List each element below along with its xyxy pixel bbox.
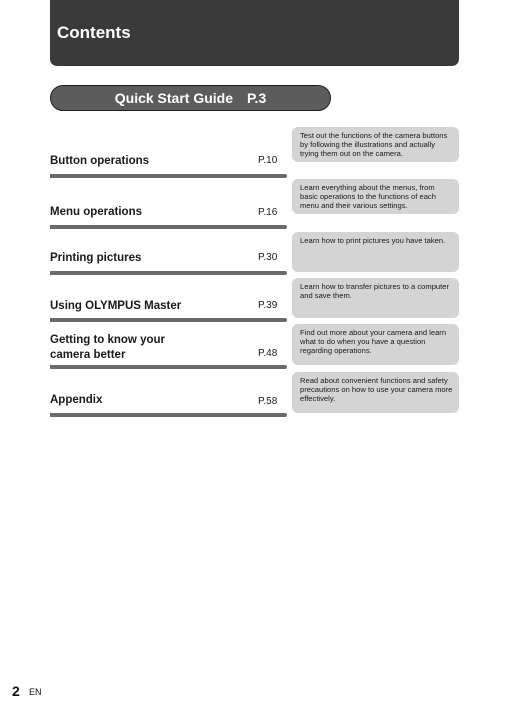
section-description: Read about convenient functions and safety precautions on how to use your camera more effectively. — [292, 372, 459, 413]
section-title-button-operations[interactable]: Button operations — [50, 155, 150, 167]
section-title-line: Getting to know your — [50, 334, 165, 346]
language-code: EN — [29, 687, 42, 697]
section-title-line: camera better — [50, 349, 126, 361]
section-divider — [50, 365, 287, 369]
section-page: P.10 — [258, 155, 278, 166]
section-title-menu-operations[interactable]: Menu operations — [50, 206, 143, 218]
section-page: P.48 — [258, 348, 278, 359]
quick-start-page: P.3 — [247, 90, 267, 106]
section-description: Learn how to print pictures you have taken. — [292, 232, 459, 272]
section-page: P.39 — [258, 300, 278, 311]
section-divider — [50, 225, 287, 229]
section-page: P.58 — [258, 396, 278, 407]
page-title: Contents — [57, 23, 131, 42]
section-divider — [50, 174, 287, 178]
section-title-getting-to-know[interactable] — [50, 333, 165, 363]
contents-header — [50, 0, 459, 66]
section-page: P.16 — [258, 207, 278, 218]
section-description: Learn everything about the menus, from basic operations to the functions of each menu and their various settings. — [292, 179, 459, 214]
section-divider — [50, 271, 287, 275]
quick-start-guide-link[interactable] — [50, 85, 331, 111]
page-number: 2 — [12, 683, 20, 699]
section-title-printing-pictures[interactable]: Printing pictures — [50, 252, 142, 264]
section-description: Learn how to transfer pictures to a computer and save them. — [292, 278, 459, 318]
section-title-using-olympus-master[interactable]: Using OLYMPUS Master — [50, 300, 182, 312]
section-title-appendix[interactable]: Appendix — [50, 394, 103, 406]
section-divider — [50, 318, 287, 322]
section-page: P.30 — [258, 252, 278, 263]
quick-start-label: Quick Start Guide — [114, 90, 234, 106]
section-description: Find out more about your camera and learn what to do when you have a question regarding operations. — [292, 324, 459, 365]
section-description: Test out the functions of the camera buttons by following the illustrations and actually trying them out on the camera. — [292, 127, 459, 162]
section-divider — [50, 413, 287, 417]
